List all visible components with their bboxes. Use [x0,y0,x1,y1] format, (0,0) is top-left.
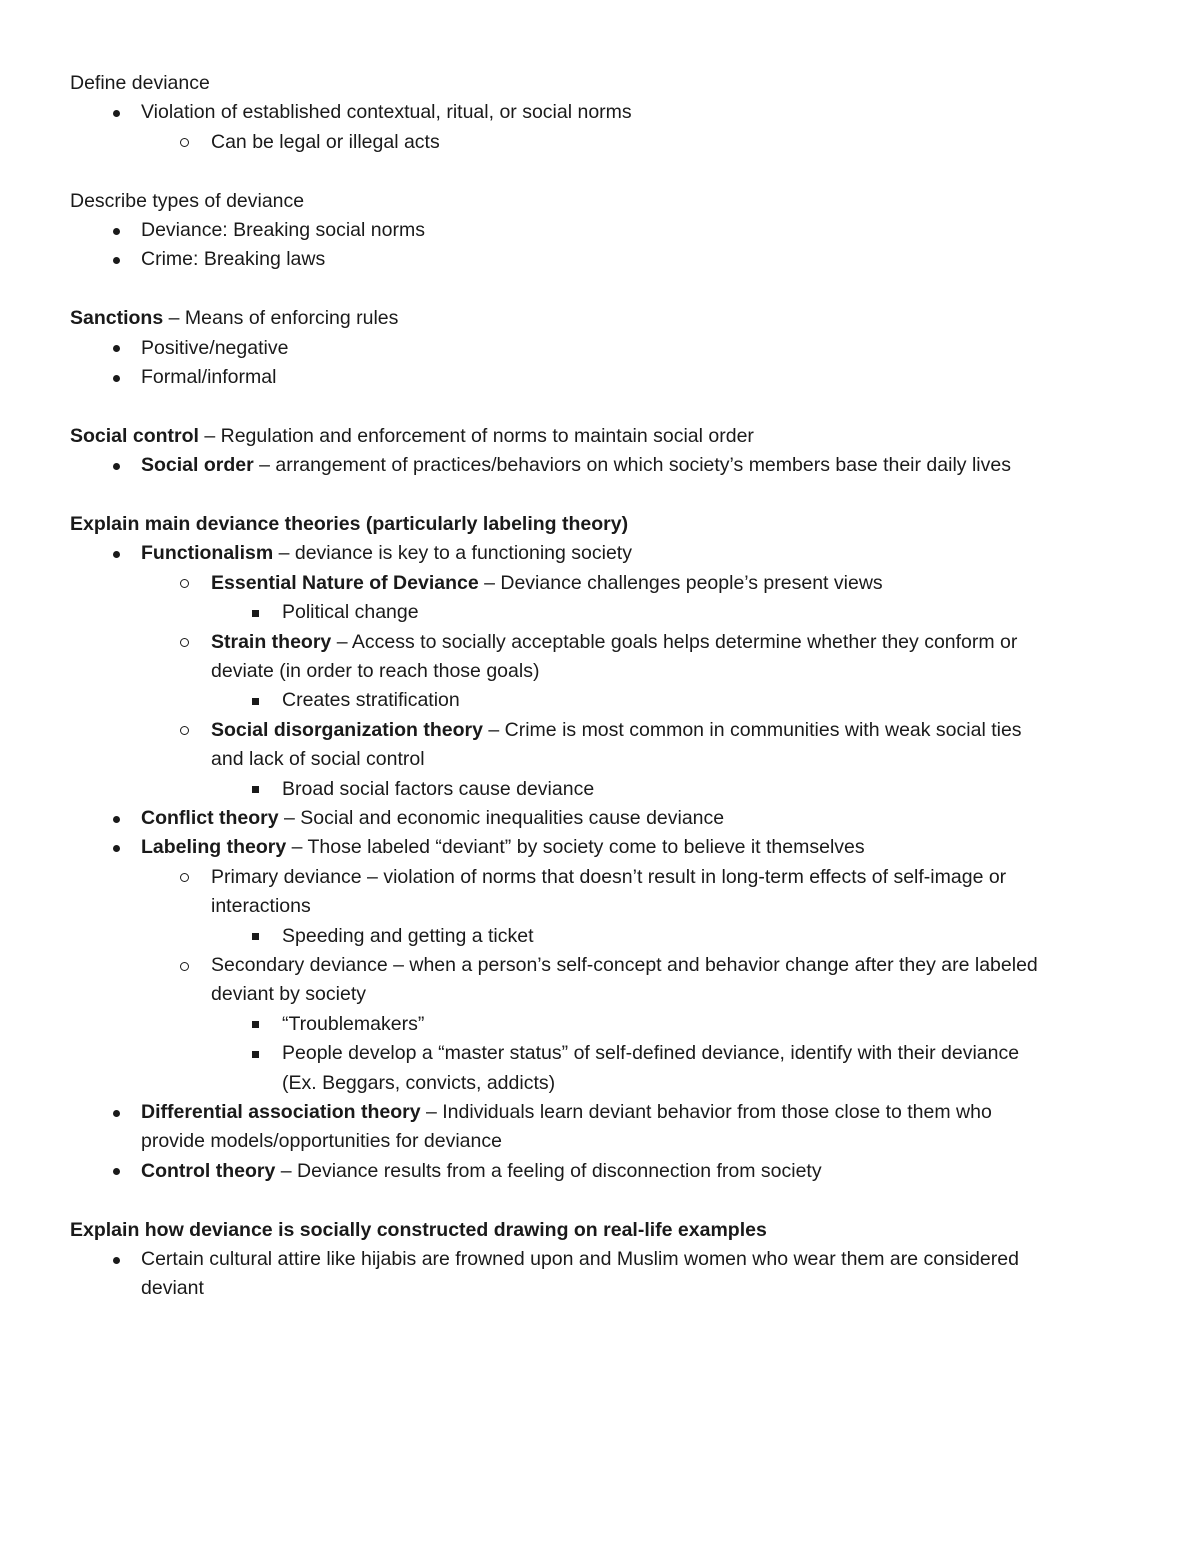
text: Describe types of deviance [70,189,305,212]
list-item [141,245,325,273]
bold-text: Essential Nature of Deviance [211,571,479,594]
bullet-square-icon [252,1021,259,1028]
text: Define deviance [70,72,210,94]
text: Certain cultural attire like hijabis are frowned upon and Muslim women who wear them are considered [141,1248,1019,1270]
text: People develop a “master status” of self-defined deviance, identify with their deviance [282,1042,1020,1065]
bullet-circle-icon [180,873,189,882]
list-item [211,980,366,1008]
text: – Access to socially acceptable goals helps determine whether they conform or [331,630,1018,653]
list-item [141,804,724,832]
list-item [211,128,440,156]
bold-text: Social order [141,454,254,477]
text: – Those labeled “deviant” by society come to believe it themselves [286,836,865,859]
text: Positive/negative [141,336,289,359]
text: Deviance: Breaking social norms [141,219,425,241]
list-item [141,334,288,362]
bullet-square-icon [252,786,259,793]
section-heading [70,304,398,332]
text: Violation of established contextual, ritual, or social norms [141,101,632,124]
text: Broad social factors cause deviance [282,777,595,800]
list-item [282,922,534,950]
text: Can be legal or illegal acts [211,130,440,153]
list-item [141,1245,1019,1273]
list-item [211,569,883,597]
text: (Ex. Beggars, convicts, addicts) [282,1071,556,1094]
text: – Means of enforcing rules [163,307,399,330]
text: Crime: Breaking laws [141,248,326,271]
bullet-circle-icon [180,638,189,647]
bullet-square-icon [252,610,259,617]
bullet-disc-icon [113,816,120,823]
list-item [141,1157,822,1185]
text: – Deviance results from a feeling of disconnection from society [275,1159,822,1182]
list-item [282,1069,555,1097]
bullet-disc-icon [113,228,120,235]
text: Formal/informal [141,366,277,388]
text: Primary deviance – violation of norms that doesn’t result in long-term effects of self-image or [211,865,1007,888]
section-heading [70,510,628,538]
bold-text: Functionalism [141,542,274,565]
bold-text: Differential association theory [141,1101,421,1123]
bullet-disc-icon [113,845,120,852]
list-item [141,539,632,567]
bold-text: Conflict theory [141,807,279,829]
bullet-circle-icon [180,962,189,971]
list-item [282,1039,1019,1067]
bullet-disc-icon [113,1257,120,1264]
bullet-square-icon [252,1051,259,1058]
bullet-circle-icon [180,579,189,588]
text: Creates stratification [282,689,460,712]
bullet-disc-icon [113,551,120,558]
text: Political change [282,601,419,624]
text: – Deviance challenges people’s present views [478,571,883,594]
section-heading [70,1216,767,1244]
text: interactions [211,895,311,918]
list-item [141,833,865,861]
list-item [211,951,1038,979]
bold-text: Explain main deviance theories (particularly labeling theory) [70,513,629,535]
bold-text: Social disorganization theory [211,718,483,741]
list-item [141,98,632,126]
list-item [282,775,594,803]
list-item [211,892,311,920]
list-item [211,657,539,685]
bullet-disc-icon [113,110,120,117]
list-item [282,598,419,626]
list-item [141,216,425,244]
text: – Social and economic inequalities cause deviance [278,807,725,829]
text: “Troublemakers” [282,1012,425,1035]
text: – Individuals learn deviant behavior from those close to them who [420,1101,992,1123]
section-heading [70,187,304,215]
list-item [141,363,276,391]
section-heading [70,422,754,450]
bold-text: Strain theory [211,630,332,653]
bullet-square-icon [252,698,259,705]
list-item [211,716,1022,744]
bold-text: Social control [70,424,199,447]
bullet-disc-icon [113,1110,120,1117]
list-item [141,1274,204,1302]
bold-text: Explain how deviance is socially constructed drawing on real-life examples [70,1218,767,1241]
bullet-disc-icon [113,375,120,382]
bold-text: Control theory [141,1159,276,1182]
text: provide models/opportunities for deviance [141,1130,502,1153]
text: deviate (in order to reach those goals) [211,660,540,682]
bold-text: Sanctions [70,307,164,330]
bullet-disc-icon [113,1168,120,1175]
list-item [282,686,460,714]
bullet-disc-icon [113,463,120,470]
bullet-square-icon [252,933,259,940]
text: – Crime is most common in communities with weak social ties [482,718,1022,741]
text: – arrangement of practices/behaviors on which society’s members base their daily lives [253,454,1011,477]
bullet-disc-icon [113,345,120,352]
text: – deviance is key to a functioning society [273,542,632,565]
bullet-circle-icon [180,138,189,147]
list-item [141,1098,992,1126]
text: – Regulation and enforcement of norms to maintain social order [198,424,754,447]
section-heading [70,69,210,97]
list-item [282,1010,424,1038]
text: Secondary deviance – when a person’s self-concept and behavior change after they are labeled [211,954,1038,976]
text: and lack of social control [211,748,425,771]
list-item [211,628,1017,656]
list-item [211,745,425,773]
list-item [141,1127,502,1155]
bold-text: Labeling theory [141,836,287,859]
bullet-disc-icon [113,257,120,264]
text: deviant by society [211,983,367,1006]
bullet-circle-icon [180,726,189,735]
text: Speeding and getting a ticket [282,924,534,947]
text: deviant [141,1277,204,1300]
list-item [211,863,1006,891]
list-item [141,451,1011,479]
